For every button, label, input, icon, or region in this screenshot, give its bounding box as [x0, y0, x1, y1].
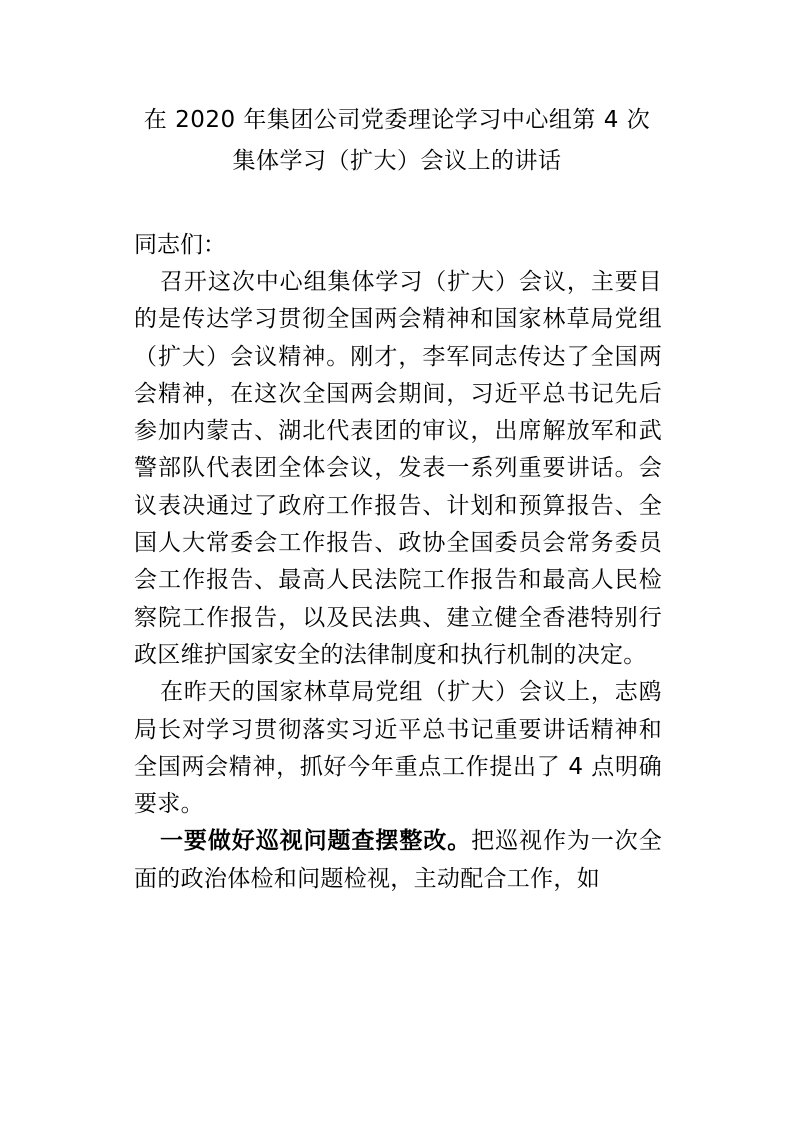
document-body — [134, 264, 662, 898]
paragraph-3 — [134, 823, 662, 898]
paragraph-3-bold-lead: 一要做好巡视问题查摆整改。 — [160, 828, 472, 855]
paragraph-3-text: 把巡视作为一次全面的政治体检和问题检视，主动配合工作，如 — [134, 828, 662, 892]
document-title-line-2: 集体学习（扩大）会议上的讲话 — [232, 148, 562, 174]
document-title-line-1: 在 2020 年集团公司党委理论学习中心组第 4 次 — [143, 107, 651, 133]
paragraph-1: 召开这次中心组集体学习（扩大）会议，主要目的是传达学习贯彻全国两会精神和国家林草局党组（扩大）会议精神。刚才，李军同志传达了全国两会精神，在这次全国两会期间，习近平总书记先后参加内蒙古、湖北代表团的审议，出席解放军和武警部队代表团全体会议，发表一系列重要讲话。会议表决通过了政府工作报告、计划和预算报告、全国人大常委会工作报告、政协全国委员会常务委员会工作报告、最高人民法院工作报告和最高人民检察院工作报告，以及民法典、建立健全香港特别行政区维护国家安全的法律制度和执行机制的决定。 — [134, 269, 662, 668]
paragraph-2: 在昨天的国家林草局党组（扩大）会议上，志鸥局长对学习贯彻落实习近平总书记重要讲话精神和全国两会精神，抓好今年重点工作提出了 4 点明确要求。 — [134, 679, 662, 818]
greeting: 同志们： — [134, 232, 226, 258]
